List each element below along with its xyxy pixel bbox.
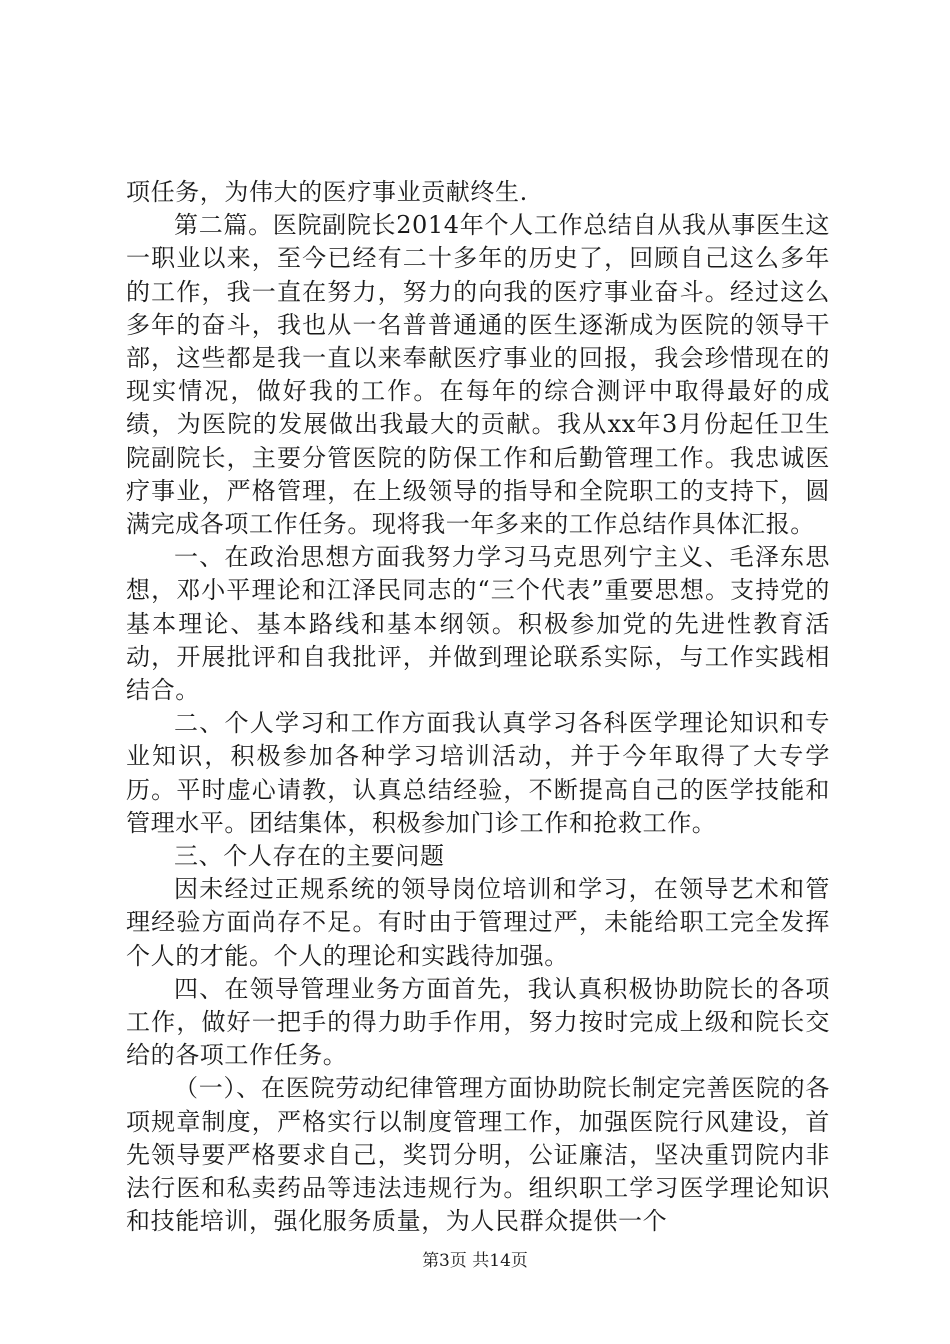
- paragraph-political: 一、在政治思想方面我努力学习马克思列宁主义、毛泽东思想，邓小平理论和江泽民同志的“三个代表”重要思想。支持党的基本理论、基本路线和基本纲领。积极参加党的先进性教育活动，开展批评和自我批评，并做到理论联系实际，与工作实践相结合。: [126, 543, 830, 705]
- page-number-footer: 第3页 共14页: [422, 1251, 528, 1271]
- paragraph-management: 四、在领导管理业务方面首先，我认真积极协助院长的各项工作，做好一把手的得力助手作用，努力按时完成上级和院长交给的各项工作任务。: [126, 974, 830, 1070]
- paragraph-continuation: 项任务，为伟大的医疗事业贡献终生.: [126, 178, 528, 206]
- paragraph-discipline: （一）、在医院劳动纪律管理方面协助院长制定完善医院的各项规章制度，严格实行以制度管理工作，加强医院行风建设，首先领导要严格要求自己，奖罚分明，公证廉洁，坚决重罚院内非法行医和私卖药品等违法违规行为。组织职工学习医学理论知识和技能培训，强化服务质量，为人民群众提供一个: [126, 1074, 830, 1236]
- section-heading-problems: 三、个人存在的主要问题: [174, 842, 445, 871]
- document-body: [126, 176, 830, 1239]
- paragraph-problems: 因未经过正规系统的领导岗位培训和学习，在领导艺术和管理经验方面尚存不足。有时由于管理过严，未能给职工完全发挥个人的才能。个人的理论和实践待加强。: [126, 875, 830, 970]
- paragraph-study-work: 二、个人学习和工作方面我认真学习各科医学理论知识和专业知识，积极参加各种学习培训活动，并于今年取得了大专学历。平时虚心请教，认真总结经验，不断提高自己的医学技能和管理水平。团结集体，积极参加门诊工作和抢救工作。: [126, 709, 830, 837]
- paragraph-intro: 第二篇。医院副院长2014年个人工作总结自从我从事医生这一职业以来，至今已经有二十多年的历史了，回顾自己这么多年的工作，我一直在努力，努力的向我的医疗事业奋斗。经过这么多年的奋斗，我也从一名普普通通的医生逐渐成为医院的领导干部，这些都是我一直以来奉献医疗事业的回报，我会珍惜现在的现实情况，做好我的工作。在每年的综合测评中取得最好的成绩，为医院的发展做出我最大的贡献。我从xx年3月份起任卫生院副院长，主要分管医院的防保工作和后勤管理工作。我忠诚医疗事业，严格管理，在上级领导的指导和全院职工的支持下，圆满完成各项工作任务。现将我一年多来的工作总结作具体汇报。: [126, 211, 830, 539]
